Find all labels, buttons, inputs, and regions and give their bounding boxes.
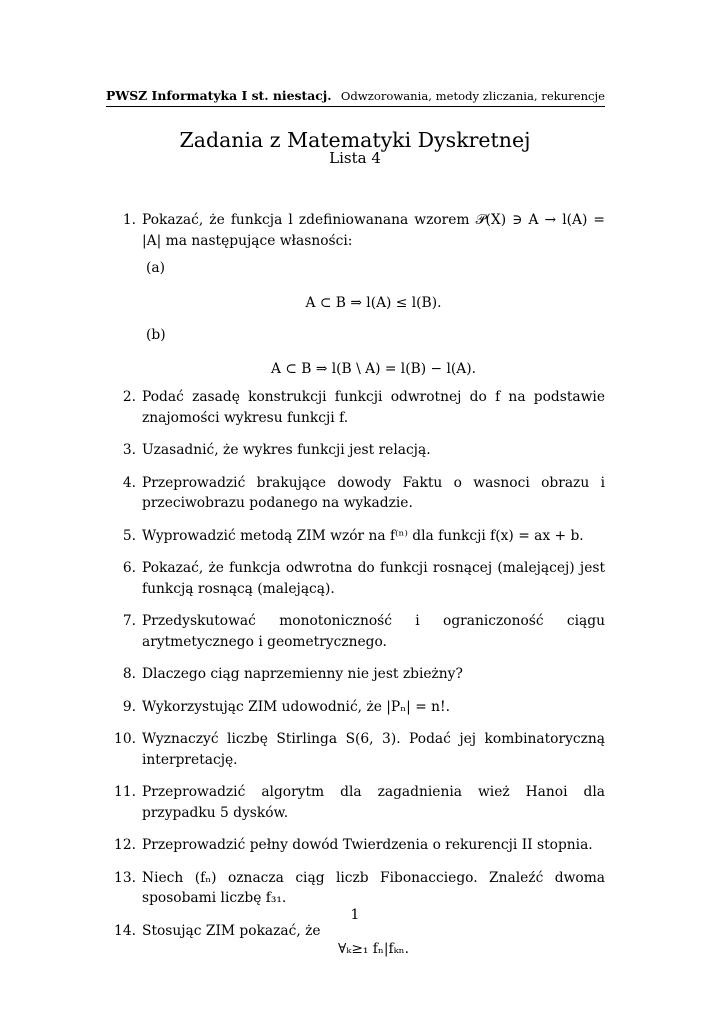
problem-text: Pokazać, że funkcja odwrotna do funkcji rosnącej (malejącej) jest funkcją rosnącą (malejącą). — [142, 560, 605, 597]
problem-number: 8. — [122, 666, 136, 682]
header-rule — [106, 106, 605, 107]
problem-number: 1. — [122, 212, 136, 228]
problem-item — [106, 835, 605, 856]
problem-number: 13. — [114, 869, 136, 886]
problem-number: 6. — [122, 560, 136, 576]
problem-number: 14. — [114, 922, 136, 939]
problem-number: 7. — [122, 613, 136, 629]
problem-number: 11. — [114, 784, 136, 800]
problem-number: 2. — [122, 389, 136, 405]
header-topic: Odwzorowania, metody zliczania, rekurencje — [340, 89, 605, 103]
problem-text: Wyznaczyć liczbę Stirlinga S(6, 3). Podać jej kombinatoryczną interpretację. — [142, 731, 605, 768]
problem-item — [106, 611, 605, 652]
problem-number: 4. — [122, 474, 136, 491]
document-title: Zadania z Matematyki Dyskretnej — [179, 128, 531, 152]
problem-item — [106, 868, 605, 909]
subpart-label: (b) — [146, 327, 166, 343]
problem-item — [106, 526, 605, 547]
problem-number: 9. — [122, 698, 136, 715]
problem-text: Dlaczego ciąg naprzemienny nie jest zbieżny? — [142, 666, 463, 682]
problem-item — [106, 782, 605, 823]
header-course: PWSZ Informatyka I st. niestacj. — [106, 88, 332, 103]
problem-text: Przeprowadzić algorytm dla zagadnienia wież Hanoi dla przypadku 5 dysków. — [142, 784, 605, 821]
problem-text: Przedyskutować monotoniczność i ograniczoność ciągu arytmetycznego i geometrycznego. — [142, 613, 605, 650]
problem-item — [106, 558, 605, 599]
display-formula: A ⊂ B ⇒ l(B \ A) = l(B) − l(A). — [271, 360, 476, 377]
running-header — [106, 88, 605, 106]
page-number: 1 — [350, 907, 360, 923]
problem-item — [106, 210, 605, 379]
problem-text: Przeprowadzić pełny dowód Twierdzenia o rekurencji II stopnia. — [142, 837, 593, 853]
problem-item — [106, 729, 605, 770]
problem-item — [106, 921, 605, 960]
display-formula: A ⊂ B ⇒ l(A) ≤ l(B). — [305, 294, 442, 311]
problem-text: Przeprowadzić brakujące dowody Faktu o wasnoci obrazu i przeciwobrazu podanego na wykadzie. — [142, 474, 605, 511]
problem-number: 10. — [114, 731, 136, 747]
problem-number: 5. — [122, 527, 136, 544]
problem-text: Wyprowadzić metodą ZIM wzór na f⁽ⁿ⁾ dla funkcji f(x) = ax + b. — [142, 527, 584, 544]
problem-text: Stosując ZIM pokazać, że — [142, 922, 321, 939]
problem-number: 3. — [122, 442, 136, 458]
problem-item — [106, 387, 605, 428]
subpart-label: (a) — [146, 260, 165, 276]
problem-item — [106, 697, 605, 718]
problem-text: Pokazać, że funkcja l zdefiniowanana wzorem 𝒫(X) ∋ A → l(A) = |A| ma następujące własności: — [142, 212, 605, 249]
problem-number: 12. — [114, 837, 136, 853]
problem-text: Podać zasadę konstrukcji funkcji odwrotnej do f na podstawie znajomości wykresu funkcji f. — [142, 389, 605, 426]
problem-text: Niech (fₙ) oznacza ciąg liczb Fibonacciego. Znaleźć dwoma sposobami liczbę f₃₁. — [142, 869, 605, 906]
document-subtitle: Lista 4 — [329, 149, 381, 167]
problem-item — [106, 473, 605, 514]
problem-text: Wykorzystując ZIM udowodnić, że |Pₙ| = n!. — [142, 698, 450, 715]
problem-text: Uzasadnić, że wykres funkcji jest relacją. — [142, 442, 431, 458]
problem-list — [106, 210, 605, 960]
problem-item — [106, 440, 605, 461]
problem-item — [106, 664, 605, 685]
display-formula: ∀ₖ≥₁ fₙ|fₖₙ. — [337, 941, 410, 957]
